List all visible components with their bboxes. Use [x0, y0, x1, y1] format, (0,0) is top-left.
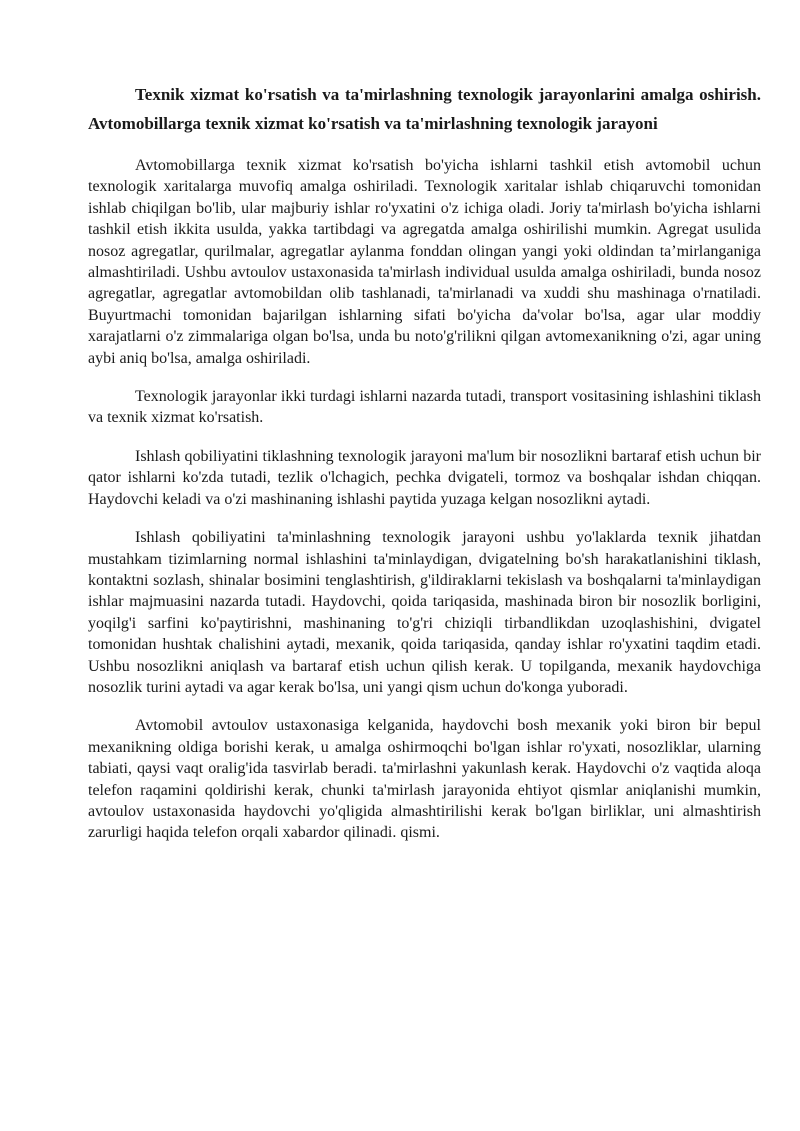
- paragraph-1: Avtomobillarga texnik xizmat ko'rsatish bo'yicha ishlarni tashkil etish avtomobil uchun texnologik xaritalarga muvofiq amalga oshiriladi. Texnologik xaritalar ishlab chiqaruvchi tomonidan ishlab chiqilgan bo'lib, ular majburiy ishlar ro'yxatini o'z ichiga oladi. Joriy ta'mirlash bo'yicha ishlarni tashkil etish ikkita usulda, yakka tartibdagi va agregatda amalga oshirilishi mumkin. Agregat usulida nosoz agregatlar, qurilmalar, agregatlar aylanma fonddan olingan yangi yoki oldindan ta’mirlanganiga almashtiriladi. Ushbu avtoulov ustaxonasida ta'mirlash individual usulda amalga oshiriladi, bunda nosoz agregatlar, agregatlar avtomobildan olib tashlanadi, ta'mirlanadi va xuddi shu mashinaga o'rnatiladi. Buyurtmachi tomonidan bajarilgan ishlarning sifati bo'yicha da'volar bo'lsa, agar ular moddiy xarajatlarni o'z zimmalariga olgan bo'lsa, unda bu noto'g'rilikni qilgan avtomexanikning o'zi, agar uning aybi aniq bo'lsa, amalga oshiriladi.: [88, 157, 761, 367]
- paragraph-3: Ishlash qobiliyatini tiklashning texnologik jarayoni ma'lum bir nosozlikni bartaraf etish uchun bir qator ishlarni ko'zda tutadi, tezlik o'lchagich, pechka dvigateli, tormoz va boshqalar ishdan chiqqan. Haydovchi keladi va o'zi mashinaning ishlashi paytida yuzaga kelgan nosozlikni aytadi.: [88, 447, 761, 508]
- paragraph-5: Avtomobil avtoulov ustaxonasiga kelganida, haydovchi bosh mexanik yoki biron bir bepul mexanikning oldiga borishi kerak, u amalga oshirmoqchi bo'lgan ishlar ro'yxati, nosozliklar, ularning tabiati, qaysi vaqt oralig'ida tasvirlab beradi. ta'mirlashni yakunlash kerak. Haydovchi o'z vaqtida aloqa telefon raqamini qoldirishi kerak, chunki ta'mirlash jarayonida ehtiyot qismlar aniqlanishi mumkin, avtoulov ustaxonasida haydovchi yo'qligida almashtirilishi kerak bo'lgan birliklar, uni almashtirish zarurligi haqida telefon orqali xabardor qilinadi. qismi.: [88, 717, 761, 842]
- document-page: [88, 80, 761, 861]
- paragraph-4: Ishlash qobiliyatini ta'minlashning texnologik jarayoni ushbu yo'laklarda texnik jihatdan mustahkam tizimlarning normal ishlashini ta'minlaydigan, dvigatelning bo'sh harakatlanishini tiklash, kontaktni sozlash, shinalar bosimini tenglashtirish, g'ildiraklarni tekislash va boshqalarni ta'minlaydigan ishlar majmuasini nazarda tutadi. Haydovchi, qoida tariqasida, mashinada biron bir nosozlik borligini, yoqilg'i sarfini ko'paytirishni, mashinaning to'g'ri chiziqli tirbandlikdan uzoqlashishini, dvigatel tomonidan hushtak chalishini aytadi, mexanik, qoida tariqasida, qanday ishlar ro'yxatini taqdim etadi. Ushbu nosozlikni aniqlash va bartaraf etish uchun qilish kerak. U topilganda, mexanik haydovchiga nosozlik turini aytadi va agar kerak bo'lsa, uni yangi qism uchun do'konga yuboradi.: [88, 529, 761, 696]
- paragraph-2: Texnologik jarayonlar ikki turdagi ishlarni nazarda tutadi, transport vositasining ishlashini tiklash va texnik xizmat ko'rsatish.: [88, 388, 761, 427]
- document-title: Texnik xizmat ko'rsatish va ta'mirlashning texnologik jarayonlarini amalga oshirish. Avtomobillarga texnik xizmat ko'rsatish va ta'mirlashning texnologik jarayoni: [88, 85, 761, 133]
